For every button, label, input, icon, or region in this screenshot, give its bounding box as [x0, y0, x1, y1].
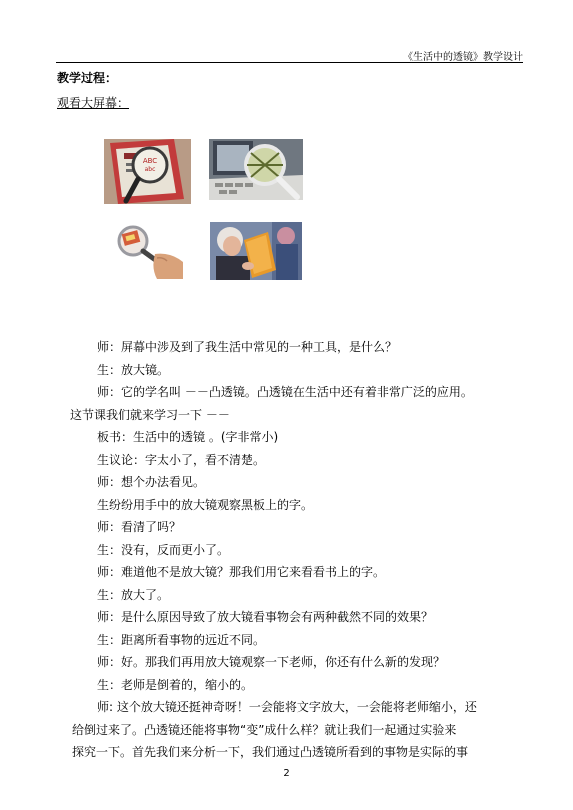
- dialogue-line: 板书：生活中的透镜 。(字非常小): [97, 430, 279, 444]
- lesson-dialogue: [70, 336, 529, 764]
- page-number: 2: [283, 768, 290, 779]
- dialogue-line: 生：放大了。: [97, 587, 170, 602]
- dialogue-line: 这节课我们就来学习一下 －－: [70, 407, 230, 422]
- dialogue-line: 生议论：字太小了，看不清楚。: [97, 452, 266, 467]
- dialogue-line: 师：想个办法看见。: [97, 475, 206, 489]
- magnifier-on-book-image: [104, 139, 191, 204]
- dialogue-line: 生：老师是倒着的，缩小的。: [97, 677, 254, 692]
- dialogue-line: 师：是什么原因导致了放大镜看事物会有两种截然不同的效果？: [97, 610, 434, 624]
- dialogue-line: 师：难道他不是放大镜？那我们用它来看看书上的字。: [97, 565, 386, 579]
- svg-text:abc: abc: [144, 166, 156, 173]
- dialogue-line: 师: 这个放大镜还挺神奇呀！一会能将文字放大，一会能将老师缩小，还: [97, 700, 477, 714]
- elderly-woman-reading-image: [210, 222, 302, 280]
- header-rule: [56, 62, 523, 63]
- dialogue-line: 生纷纷用手中的放大镜观察黑板上的字。: [97, 497, 314, 512]
- dialogue-line: 给倒过来了。凸透镜还能将事物“变”成什么样？就让我们一起通过实验来: [72, 722, 457, 737]
- dialogue-line: 探究一下。首先我们来分析一下，我们通过凸透镜所看到的事物是实际的事: [72, 745, 469, 759]
- page-header: [56, 48, 523, 62]
- screen-label: 观看大屏幕：: [57, 96, 130, 110]
- header-title: 《生活中的透镜》教学设计: [403, 52, 523, 63]
- dialogue-line: 生：没有，反而更小了。: [97, 542, 230, 557]
- dialogue-line: 生：放大镜。: [97, 362, 170, 377]
- svg-text:ABC: ABC: [142, 157, 158, 165]
- magnifier-over-keyboard-image: [209, 139, 303, 200]
- dialogue-line: 生：距离所看事物的远近不同。: [97, 632, 266, 647]
- dialogue-line: 师：它的学名叫 －－凸透镜。凸透镜在生活中还有着非常广泛的应用。: [97, 385, 473, 399]
- dialogue-line: 师：看清了吗？: [97, 520, 182, 534]
- hand-holding-magnifier-image: [111, 224, 186, 279]
- dialogue-line: 师：屏幕中涉及到了我生活中常见的一种工具，是什么？: [97, 340, 398, 354]
- dialogue-line: 师：好。那我们再用放大镜观察一下老师，你还有什么新的发现？: [97, 655, 446, 669]
- section-title: 教学过程：: [57, 71, 118, 85]
